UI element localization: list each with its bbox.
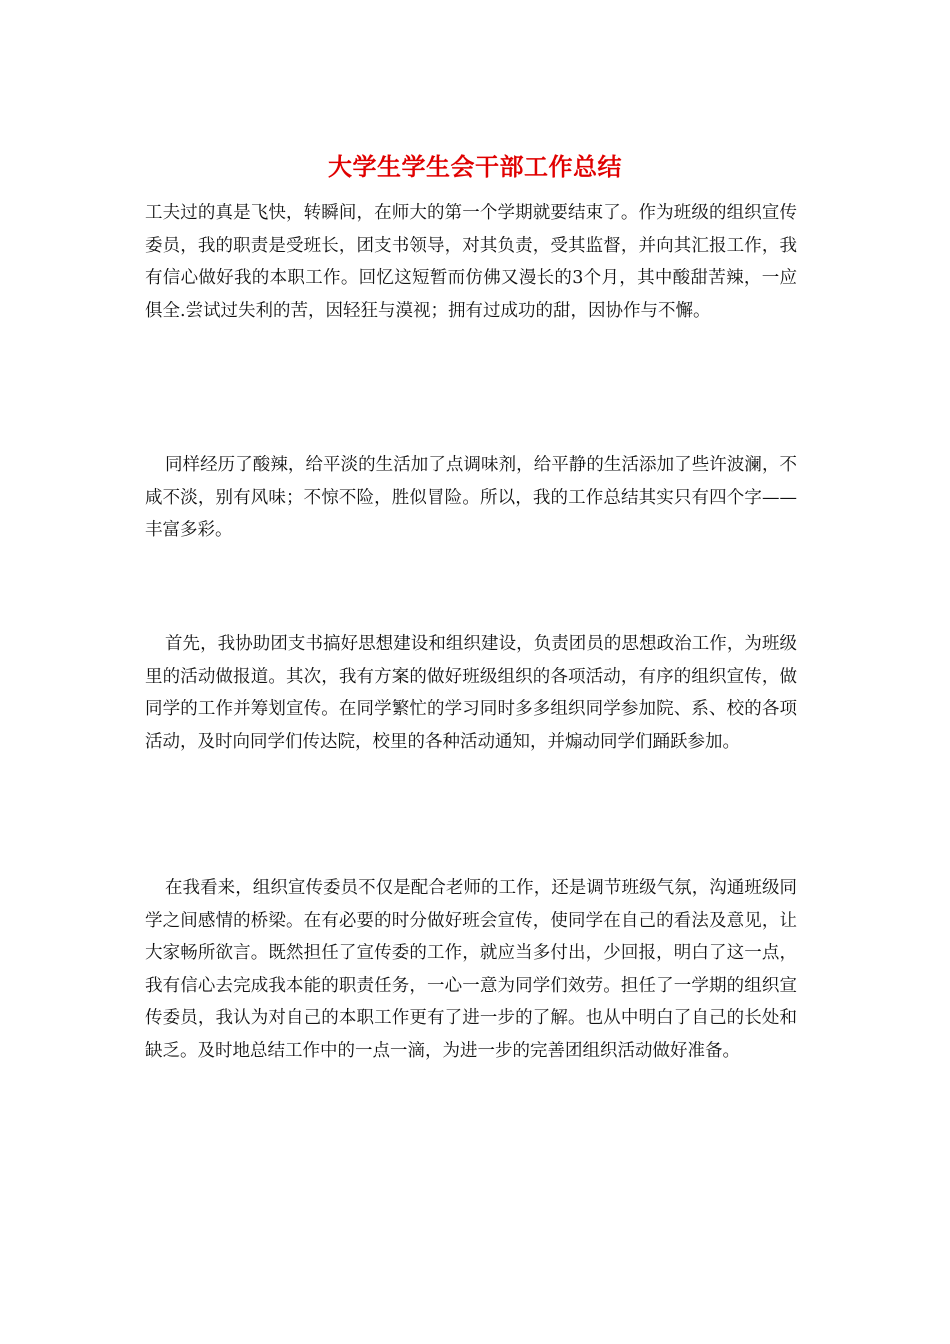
document-title: 大学生学生会干部工作总结 xyxy=(328,152,622,181)
paragraph-2: 同样经历了酸辣，给平淡的生活加了点调味剂，给平静的生活添加了些许波澜，不咸不淡，别有风味；不惊不险，胜似冒险。所以，我的工作总结其实只有四个字——丰富多彩。 xyxy=(145,455,797,540)
paragraph-4: 在我看来，组织宣传委员不仅是配合老师的工作，还是调节班级气氛，沟通班级同学之间感情的桥梁。在有必要的时分做好班会宣传，使同学在自己的看法及意见，让大家畅所欲言。既然担任了宣传委的工作，就应当多付出，少回报，明白了这一点，我有信心去完成我本能的职责任务，一心一意为同学们效劳。担任了一学期的组织宣传委员，我认为对自己的本职工作更有了进一步的了解。也从中明白了自己的长处和缺乏。及时地总结工作中的一点一滴，为进一步的完善团组织活动做好准备。 xyxy=(145,878,797,1061)
paragraph-1: 工夫过的真是飞快，转瞬间，在师大的第一个学期就要结束了。作为班级的组织宣传委员，我的职责是受班长，团支书领导，对其负责，受其监督，并向其汇报工作，我有信心做好我的本职工作。回忆这短暂而仿佛又漫长的3个月，其中酸甜苦辣，一应俱全.尝试过失利的苦，因轻狂与漠视；拥有过成功的甜，因协作与不懈。 xyxy=(145,203,797,321)
paragraph-3: 首先，我协助团支书搞好思想建设和组织建设，负责团员的思想政治工作，为班级里的活动做报道。其次，我有方案的做好班级组织的各项活动，有序的组织宣传，做同学的工作并筹划宣传。在同学繁忙的学习同时多多组织同学参加院、系、校的各项活动，及时向同学们传达院，校里的各种活动通知，并煽动同学们踊跃参加。 xyxy=(145,634,797,752)
